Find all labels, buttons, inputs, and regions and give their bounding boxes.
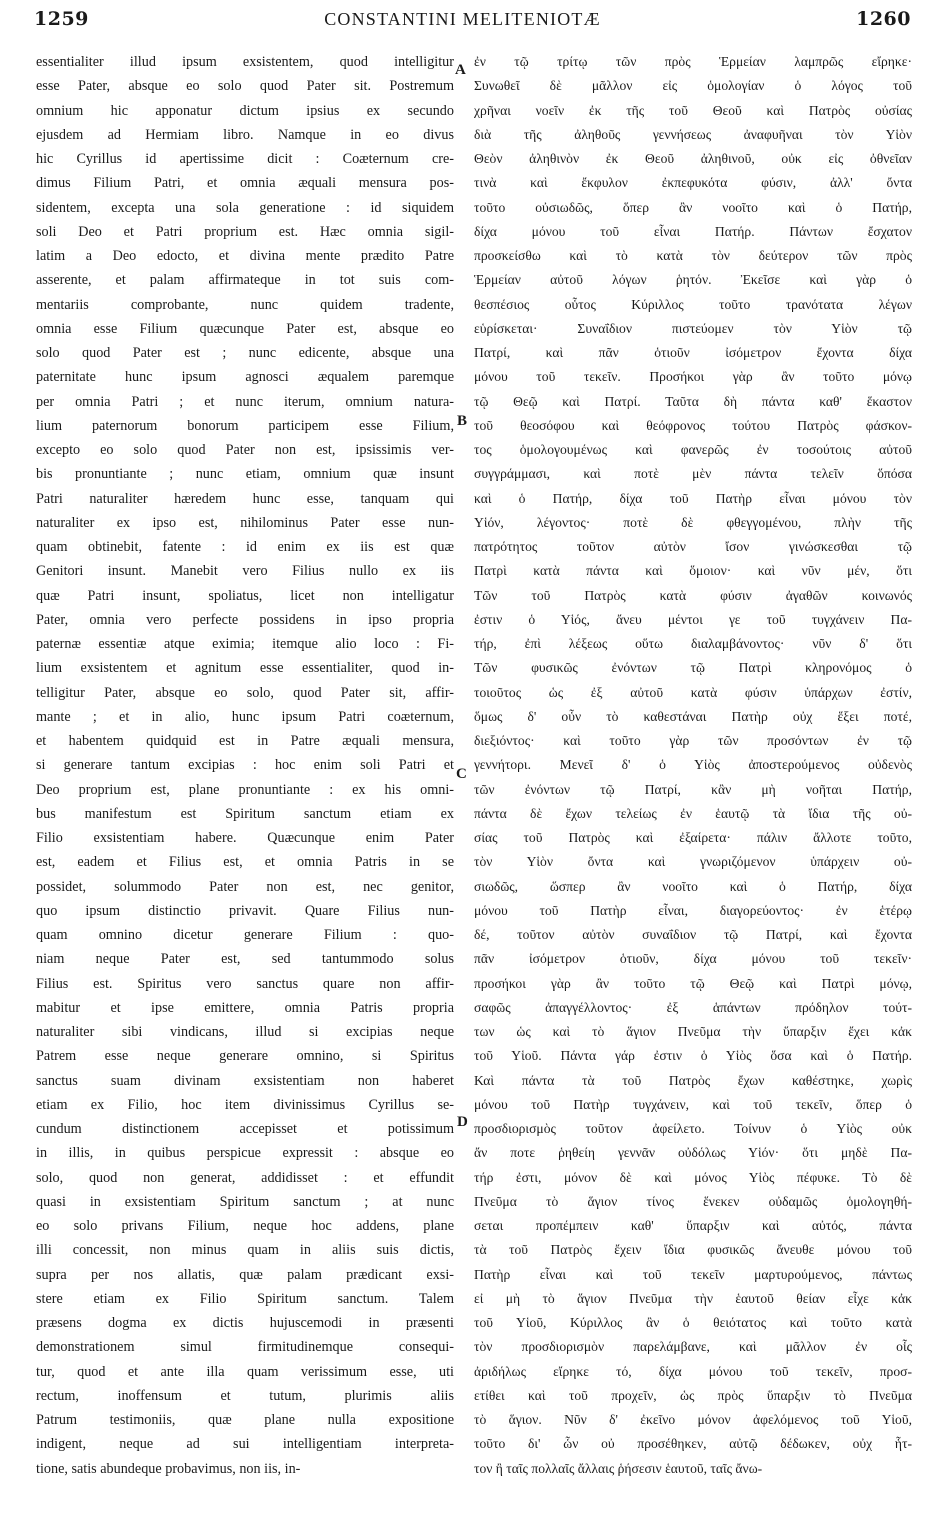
text-line: soli Deo et Patri proprium est. Hæc omnia sigil- xyxy=(36,223,454,240)
text-line: τοῦτο οὐσιωδῶς, ὅπερ ἂν νοοῖτο καὶ ὁ Πατήρ, xyxy=(474,199,912,215)
text-line: dimus Filium Patri, et omnia æquali mensura pos- xyxy=(36,175,454,192)
text-line: quam omnino dicetur generare Filium : quo- xyxy=(36,927,454,943)
text-line: γεννήτορι. Μενεῖ δ' ὁ Υἱὸς ἀποστερούμενος οὐδενὸς xyxy=(474,757,912,773)
text-line: σίας τοῦ Πατρὸς καὶ ἐξαίρετα· πάλιν ἄλλοτε τοῦτο, xyxy=(474,830,912,845)
text-line: των ὡς καὶ τὸ ἅγιον Πνεῦμα τὴν ὕπαρξιν ἔχει κἀκ xyxy=(474,1024,912,1039)
text-line: προσκείσθω καὶ τὸ κατὰ τὸν δεύτερον τῶν πρὸς xyxy=(474,248,912,263)
text-line: Ἑρμείαν αὐτοῦ λόγων ῥητόν. Ἐκεῖσε καὶ γὰρ ὁ xyxy=(474,272,912,288)
greek-column xyxy=(474,50,912,1481)
text-line: σαφῶς ἀπαγγέλλοντος· ἐξ ἁπάντων πρόδηλον τούτ- xyxy=(474,999,912,1015)
text-line: τινὰ καὶ ἔκφυλον ἐκπεφυκότα φύσιν, ἀλλ' ὄντα xyxy=(474,175,912,191)
text-line: τοῦ Υἱοῦ, Κύριλλος ἂν ὁ θειότατος καὶ τοῦτο κατὰ xyxy=(474,1315,912,1330)
text-line: stere etiam ex Filio Spiritum sanctum. Talem xyxy=(36,1290,454,1307)
text-line: ἀριδήλως εἴρηκε τό, δίχα μόνου τοῦ τεκεῖν, προσ- xyxy=(474,1363,912,1379)
text-line: mentariis comprobante, nunc quidem tradente, xyxy=(36,296,454,313)
text-line: πᾶν ἰσόμετρον ὁτιοῦν, δίχα μόνου τοῦ τεκεῖν· xyxy=(474,951,912,967)
text-line: quasi in exsistentiam Spiritum sanctum ; at nunc xyxy=(36,1193,454,1210)
text-line: τος ὁμολογουμένως καὶ φανερῶς ἐν τοσούτοις αὐτοῦ xyxy=(474,442,912,457)
text-line: telligitur Pater, absque eo solo, quod Pater sit, affir- xyxy=(36,684,454,701)
running-title: CONSTANTINI MELITENIOTÆ xyxy=(324,9,601,29)
text-line: Θεὸν ἀληθινὸν ἐκ Θεοῦ ἀληθινοῦ, οὐκ εἰς ὀθνεῖαν xyxy=(474,151,912,166)
text-line: tur, quod et ante illa quam verissimum esse, uti xyxy=(36,1363,454,1380)
text-line: Filius est. Spiritus vero sanctus quare non affir- xyxy=(36,975,454,992)
text-line: μόνου τοῦ Πατὴρ εἶναι, διαγορεύοντος· ἐν ἑτέρῳ xyxy=(474,902,912,918)
text-line: Πατὴρ εἶναι καὶ τοῦ τεκεῖν μαρτυρούμενος, πάντως xyxy=(474,1266,912,1282)
text-line: Τῶν φυσικῶς ἐνόντων τῷ Πατρὶ κληρονόμος ὁ xyxy=(474,660,912,676)
text-line: εὑρίσκεται· Συναΐδιον πιστεύομεν τὸν Υἱὸν τῷ xyxy=(474,320,912,336)
text-line: τῷ Θεῷ καὶ Πατρί. Ταῦτα δὴ πάντα καθ' ἕκαστον xyxy=(474,393,912,409)
text-line: solo, quod non generat, addidisset : et effundit xyxy=(36,1169,454,1186)
margin-letter-c: C xyxy=(456,766,467,782)
text-line: καὶ ὁ Πατήρ, δίχα τοῦ Πατὴρ εἶναι μόνου τὸν xyxy=(474,490,912,506)
text-line: Τῶν τοῦ Πατρὸς κατὰ φύσιν ἀγαθῶν κοινωνός xyxy=(474,587,912,603)
text-line: niam neque Pater est, sed tantummodo solus xyxy=(36,951,454,968)
text-line: bis pronuntiante ; nunc etiam, omnium quæ insunt xyxy=(36,466,454,483)
text-line: et habentem quidquid est in Patre æquali mensura, xyxy=(36,733,454,749)
text-line: quo ipsum distinctio privavit. Quare Filius nun- xyxy=(36,902,454,919)
left-page-number: 1259 xyxy=(34,8,89,30)
text-line: naturaliter ex ipso est, nihilominus Pater esse nun- xyxy=(36,514,454,531)
text-line: hic Cyrillus id apertissime dicit : Coæternum cre- xyxy=(36,151,454,167)
text-line: Καὶ πάντα τὰ τοῦ Πατρὸς ἔχων καθέστηκε, χωρὶς xyxy=(474,1072,912,1088)
text-line: est, eadem et Filius est, et omnia Patris in se xyxy=(36,854,454,871)
text-line: ἐστιν ὁ Υἱός, ἄνευ μέντοι γε τοῦ τυγχάνειν Πα- xyxy=(474,611,912,627)
text-line: præsens dogma ex dictis hujuscemodi in præsenti xyxy=(36,1315,454,1331)
text-line: ἐν τῷ τρίτῳ τῶν πρὸς Ἑρμείαν λαμπρῶς εἴρηκε· xyxy=(474,54,912,69)
text-line: Πνεῦμα τὸ ἅγιον τίνος ἕνεκεν οὐδαμῶς ὁμολογηθή- xyxy=(474,1193,912,1209)
text-line: ἄν ποτε ῥηθείη γεννᾶν οὐδόλως Υἱόν· ὅτι μηδὲ Πα- xyxy=(474,1145,912,1161)
text-line: Pater, omnia vero perfecte possidens in ipso propria xyxy=(36,611,454,628)
text-line: paternitate hunc ipsum agnosci æqualem paremque xyxy=(36,369,454,386)
text-line: διὰ τῆς ἀληθοῦς γεννήσεως ἀναφυῆναι τὸν Υἱὸν xyxy=(474,126,912,142)
margin-letter-b: B xyxy=(457,413,468,429)
text-line: possidet, solummodo Pater non est, nec genitor, xyxy=(36,878,454,895)
text-line: eo solo privans Filium, neque hoc addens, plane xyxy=(36,1218,454,1234)
text-line: τοῦτο δι' ὧν οὐ προσέθηκεν, αὐτῷ δέδωκεν, οὐχ ἧτ- xyxy=(474,1436,912,1452)
text-line: mabitur et ipse emittere, omnia Patris propria xyxy=(36,999,454,1016)
text-line: Deo proprium est, plane pronuntiante : ex his omni- xyxy=(36,781,454,798)
text-line: χρῆναι νοεῖν ἐκ τῆς τοῦ Θεοῦ καὶ Πατρὸς οὐσίας xyxy=(474,102,912,118)
text-line: mante ; et in alio, hunc ipsum Patri coæternum, xyxy=(36,708,454,725)
text-line: τῶν ἐνόντων τῷ Πατρί, κἂν μὴ νοῆται Πατήρ, xyxy=(474,781,912,797)
text-line: esse Pater, absque eo solo quod Pater sit. Postremum xyxy=(36,78,454,95)
text-line: θεσπέσιος οὗτος Κύριλλος τοῦτο τρανότατα λέγων xyxy=(474,296,912,312)
text-line: τοιοῦτος ὡς ἐξ αὐτοῦ κατὰ φύσιν ὑπάρχων ἐστίν, xyxy=(474,684,912,700)
text-line: προσήκοι γὰρ ἂν τοῦτο τῷ Θεῷ καὶ Πατρὶ μόνῳ, xyxy=(474,975,912,991)
text-line: τήρ, ἐπὶ λέξεως οὕτω διαλαμβάνοντος· νῦν δ' ὅτι xyxy=(474,636,912,651)
text-line: omnium hic apponatur dictum ipsius ex secundo xyxy=(36,102,454,119)
text-line: ὅμως δ' οὖν τὸ καθεστάναι Πατὴρ οὐχ ἕξει ποτέ, xyxy=(474,708,912,724)
text-line: cundum distinctionem accepisset et potissimum xyxy=(36,1121,454,1137)
text-line: Patri naturaliter hæredem hunc esse, tanquam qui xyxy=(36,490,454,507)
text-line: διεξιόντος· καὶ τοῦτο γὰρ τῶν προσόντων ἐν τῷ xyxy=(474,733,912,748)
text-line: πάντα δὲ ἔχων τελείως ἐν ἑαυτῷ τὰ ἴδια τῆς οὐ- xyxy=(474,805,912,821)
text-line: Συνωθεῖ δὲ μᾶλλον εἰς ὁμολογίαν ὁ λόγος τοῦ xyxy=(474,78,912,94)
text-line: προσδιορισμὸς τοῦτον ἀφείλετο. Τοίνυν ὁ Υἱὸς οὐκ xyxy=(474,1121,912,1136)
text-line: essentialiter illud ipsum exsistentem, quod intelligitur xyxy=(36,54,454,70)
text-line: demonstrationem simul firmitudinemque consequi- xyxy=(36,1339,454,1356)
text-line: ejusdem ad Hermiam libro. Namque in eo divus xyxy=(36,126,454,143)
text-line: per omnia Patri ; et nunc iterum, omnium natura- xyxy=(36,393,454,410)
right-page-number: 1260 xyxy=(856,8,911,30)
text-line: Πατρὶ κατὰ πάντα καὶ ὅμοιον· καὶ νῦν μέν, ὅτι xyxy=(474,563,912,579)
text-line: δίχα μόνου τοῦ εἶναι Πατήρ. Πάντων ἔσχατον xyxy=(474,223,912,239)
text-line: τὸν προσδιορισμὸν παρελάμβανε, καὶ μᾶλλον ἐν οἷς xyxy=(474,1339,912,1355)
text-line: paternæ essentiæ atque eximia; itemque alio loco : Fi- xyxy=(36,636,454,652)
text-line: indigent, neque ad sui intelligentiam interpreta- xyxy=(36,1436,454,1453)
text-line: τον ἢ ταῖς πολλαῖς ἄλλαις ῥήσεσιν ἑαυτοῦ, ταῖς ἄνω- xyxy=(474,1460,763,1476)
text-line: τὰ τοῦ Πατρὸς ἔχειν ἴδια φυσικῶς ἄνευθε μόνου τοῦ xyxy=(474,1242,912,1258)
text-line: supra per nos allatis, quæ palam prædicant exsi- xyxy=(36,1266,454,1283)
text-line: asserente, et palam affirmateque in tot suis com- xyxy=(36,272,454,289)
text-line: τὸν Υἱὸν ὄντα καὶ γνωριζόμενον ὑπάρχειν οὐ- xyxy=(474,854,912,870)
text-line: lium paternorum bonorum participem esse Filium, xyxy=(36,417,454,434)
text-line: excepto eo solo quod Pater non est, ipsissimis ver- xyxy=(36,442,454,458)
text-line: lium exsistentem et agnitum esse essentialiter, quod in- xyxy=(36,660,454,677)
text-line: sanctus suam divinam exsistentiam non haberet xyxy=(36,1072,454,1089)
text-line: naturaliter sibi vindicans, illud si excipias neque xyxy=(36,1024,454,1040)
text-line: Filio exsistentiam habere. Quæcunque enim Pater xyxy=(36,830,454,846)
text-line: σεται προπέμπειν καθ' ὕπαρξιν καὶ αὐτός, πάντα xyxy=(474,1218,912,1233)
text-line: συγγράμμασι, καὶ ποτὲ μὲν πάντα τελεῖν ὅπόσα xyxy=(474,466,912,482)
text-line: Υἱόν, λέγοντος· ποτὲ δὲ φθεγγομένου, πλὴν τῆς xyxy=(474,514,912,530)
text-line: μόνου τοῦ τεκεῖν. Προσήκοι γὰρ ἂν τοῦτο μόνῳ xyxy=(474,369,912,385)
page-header xyxy=(0,8,925,38)
text-line: Genitori insunt. Manebit vero Filius nullo ex iis xyxy=(36,563,454,580)
text-line: πατρότητος τοῦτον αὐτὸν ἴσον γινώσκεσθαι τῷ xyxy=(474,539,912,554)
text-line: etiam ex Filio, hoc item divinissimus Cyrillus se- xyxy=(36,1096,454,1113)
margin-letter-a: A xyxy=(455,62,466,78)
text-line: Patrum testimoniis, quæ plane nulla expositione xyxy=(36,1412,454,1428)
text-line: illi concessit, non minus quam in aliis suis dictis, xyxy=(36,1242,454,1259)
text-line: τήρ ἐστι, μόνον δὲ καὶ μόνος Υἱὸς πέφυκε. Τὸ δὲ xyxy=(474,1169,912,1185)
text-line: in illis, in quibus perspicue expressit : absque eo xyxy=(36,1145,454,1162)
text-line: solo quod Pater est ; nunc edicente, absque una xyxy=(36,345,454,361)
text-line: μόνου τοῦ Πατὴρ τυγχάνειν, καὶ τοῦ τεκεῖν, ὅπερ ὁ xyxy=(474,1096,912,1112)
text-line: τοῦ Υἱοῦ. Πάντα γάρ ἐστιν ὁ Υἱὸς ὅσα καὶ ὁ Πατήρ. xyxy=(474,1048,912,1064)
text-line: Πατρί, καὶ πᾶν ὁτιοῦν ἰσόμετρον ἔχοντα δίχα xyxy=(474,345,912,360)
text-line: bus manifestum est Spiritum sanctum etiam ex xyxy=(36,805,454,822)
text-line: τοῦ θεοσόφου καὶ θεόφρονος τούτου Πατρὸς φάσκον- xyxy=(474,417,912,433)
text-line: omnia esse Filium quæcunque Pater est, absque eo xyxy=(36,320,454,337)
text-line: quæ Patri insunt, spoliatus, licet non intelligatur xyxy=(36,587,454,604)
text-line: ετίθει καὶ τοῦ προχεῖν, ὡς πρὸς ὕπαρξιν τὸ Πνεῦμα xyxy=(474,1387,912,1403)
text-line: sidentem, excepta una sola generatione : id siquidem xyxy=(36,199,454,216)
margin-letter-d: D xyxy=(457,1114,468,1130)
text-line: εἰ μὴ τὸ ἅγιον Πνεῦμα τὴν ἑαυτοῦ θείαν εἶχε κἀκ xyxy=(474,1290,912,1306)
text-line: σιωδῶς, ὥσπερ ἂν νοοῖτο καὶ ὁ Πατήρ, δίχα xyxy=(474,878,912,894)
text-line: τὸ ἅγιον. Νῦν δ' ἐκεῖνο μόνον ἀφελόμενος τοῦ Υἱοῦ, xyxy=(474,1412,912,1427)
latin-column xyxy=(36,50,454,1481)
text-line: tione, satis abundeque probavimus, non iis, in- xyxy=(36,1460,301,1477)
text-line: δέ, τοῦτον αὐτὸν συναΐδιον τῷ Πατρί, καὶ ἔχοντα xyxy=(474,927,912,942)
text-line: rectum, inoffensum et tutum, plurimis aliis xyxy=(36,1387,454,1404)
text-line: latim a Deo edocto, et divina mente prædito Patre xyxy=(36,248,454,264)
text-line: quam obtinebit, fatente : id enim ex iis est quæ xyxy=(36,539,454,555)
text-line: Patrem esse neque generare omnino, si Spiritus xyxy=(36,1048,454,1065)
text-line: si generare tantum excipias : hoc enim soli Patri et xyxy=(36,757,454,774)
